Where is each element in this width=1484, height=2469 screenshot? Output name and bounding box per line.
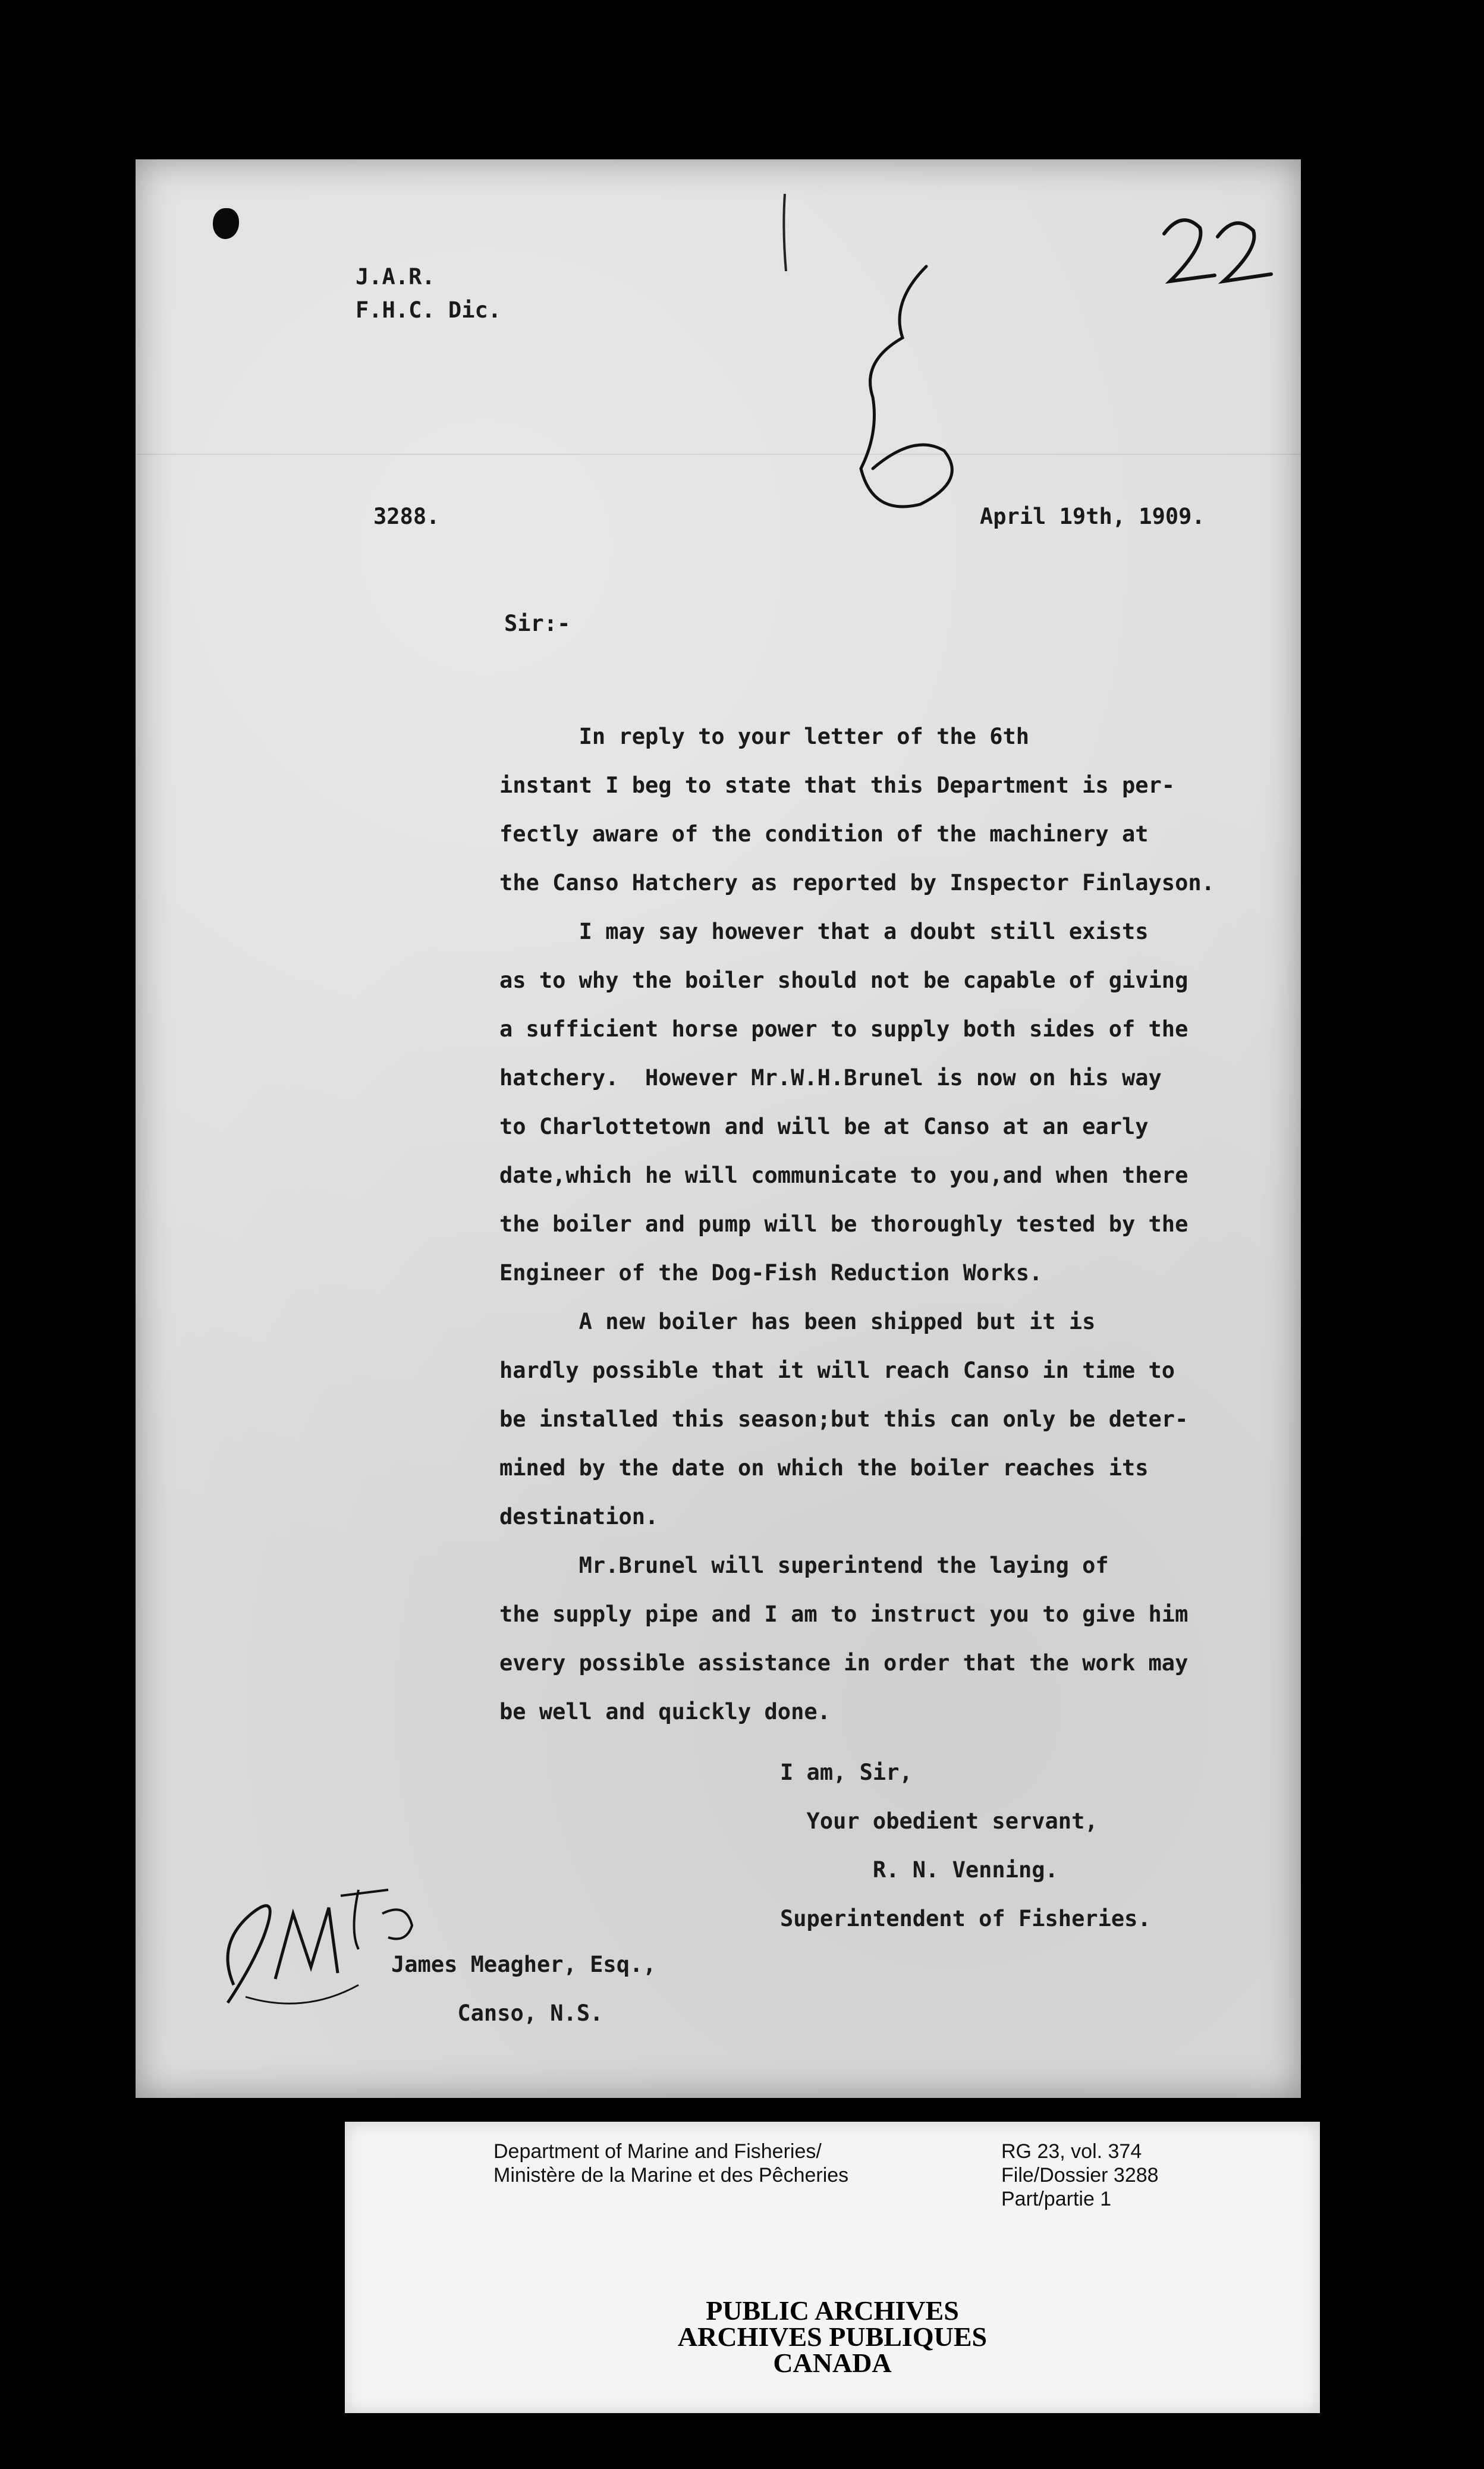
fold-crease [136,454,1301,455]
letter-page [136,159,1301,2098]
handwritten-signature [210,1848,436,2015]
routing-initials: J.A.R. F.H.C. Dic. [356,264,502,323]
handwritten-number-22 [1158,210,1289,293]
archive-institution: PUBLIC ARCHIVES ARCHIVES PUBLIQUES CANADA [677,2295,988,2378]
file-number: 3288. [373,504,440,529]
letter-date: April 19th, 1909. [980,504,1205,529]
letter-body: In reply to your letter of the 6th instant I beg to state that this Department is per- fectly aware of the condition of the machinery at the Canso Hatchery as reported by Inspector Finlayson. I may say however that a doubt still exists as to why the boiler should not be capable of giving a sufficient horse power to supply both sides of the hatchery. However Mr.W.H.Brunel is now on his way to Charlottetown and will be at Canso at an early date,which he will communicate to you,and when there the boiler and pump will be thoroughly tested by the Engineer of the Dog-Fish Reduction Works. A new boiler has been shipped but it is hardly possible that it will reach Canso in time to be installed this season;but this can only be deter- mined by the date on which the boiler reaches its destination. Mr.Brunel will superintend the laying of the supply pipe and I am to instruct you to give him every possible assistance in order that the work may be well and quickly done. [499,724,1215,1724]
addressee-block: James Meagher, Esq., Canso, N.S. [391,1952,656,2026]
archive-department: Department of Marine and Fisheries/ Ministère de la Marine et des Pêcheries [493,2140,849,2187]
archive-label-card [345,2122,1320,2413]
handwritten-mark-6 [837,255,980,528]
pencil-stroke [773,194,797,277]
archive-reference: RG 23, vol. 374 File/Dossier 3288 Part/partie 1 [1001,2140,1159,2210]
punch-hole [213,208,239,239]
salutation: Sir:- [504,611,571,636]
letter-closing: I am, Sir, Your obedient servant, R. N. Venning. Superintendent of Fisheries. [780,1760,1151,1931]
